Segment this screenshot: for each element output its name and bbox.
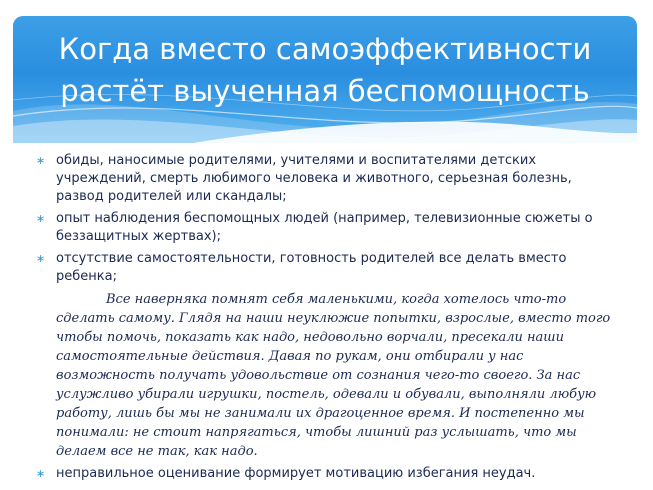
slide-title <box>13 28 637 112</box>
bullet-icon: ∗ <box>36 252 46 265</box>
slide-title-line-1: Когда вместо самоэффективности <box>58 32 592 66</box>
list-item-text: отсутствие самостоятельности, готовность родителей все делать вместо ребенка; <box>56 251 567 284</box>
italic-quote-paragraph: Все наверняка помнят себя маленькими, когда хотелось что-то сделать самому. Глядя на наши неуклюжие попытки, взрослые, вместо того чтобы помочь, показать как надо, недовольно ворчали, пресекали наши самостоятельные действия. Давая по рукам, они отбирали у нас возможность получать удовольствие от сознания чего-то своего. За нас услужливо убирали игрушки, постель, одевали и обували, выполняли любую работу, лишь бы мы не занимали их драгоценное время. И постепенно мы понимали: не стоит напрягаться, чтобы лишний раз услышать, что мы делаем все не так, как надо. <box>56 292 611 459</box>
list-item-text: неправильное оценивание формирует мотивацию избегания неудач. <box>56 466 536 481</box>
list-item-text: обиды, наносимые родителями, учителями и воспитателями детских учреждений, смерть любимого человека и животного, серьезная болезнь, развод родителей или скандалы; <box>56 153 572 204</box>
list-item <box>36 465 621 483</box>
bullet-icon: ∗ <box>36 212 46 225</box>
list-item-text: опыт наблюдения беспомощных людей (например, телевизионные сюжеты о беззащитных жертвах); <box>56 211 593 244</box>
list-item <box>36 210 621 246</box>
slide-body <box>36 152 621 487</box>
bullet-icon: ∗ <box>36 154 46 167</box>
list-item <box>36 152 621 206</box>
slide-title-line-2: растёт выученная беспомощность <box>60 74 590 108</box>
bullet-icon: ∗ <box>36 467 46 480</box>
list-item <box>36 250 621 286</box>
title-banner <box>13 16 637 143</box>
